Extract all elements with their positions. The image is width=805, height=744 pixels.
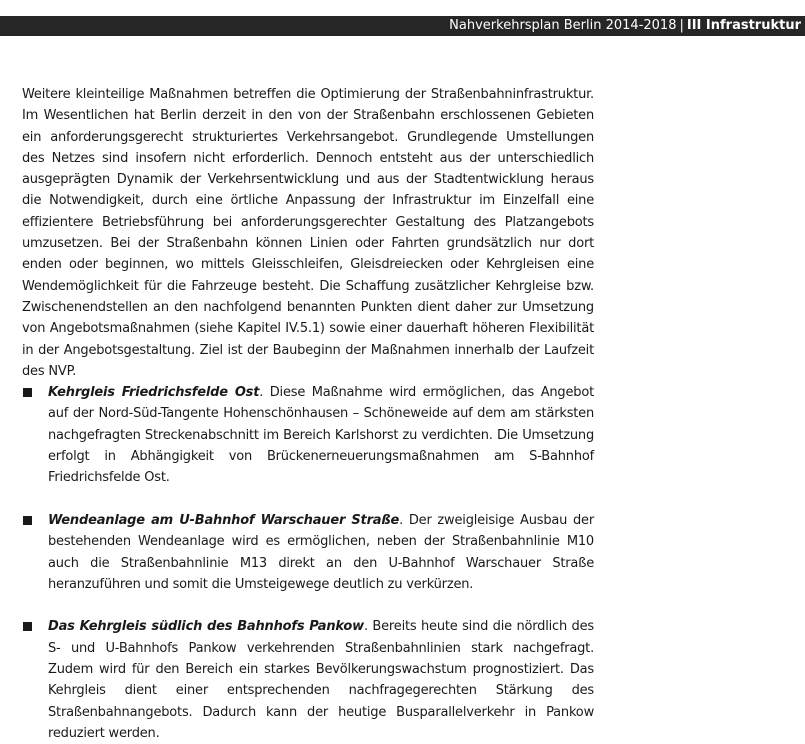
list-item — [22, 616, 594, 744]
measure-term: Kehrgleis Friedrichsfelde Ost — [48, 385, 260, 401]
section-title: III Infrastruktur — [686, 18, 801, 33]
running-header — [0, 16, 805, 36]
header-separator: | — [679, 18, 684, 33]
measure-text: . Der zweigleisige Ausbau der bestehenden Wendeanlage wird es ermöglichen, neben der Straßenbahnlinie M10 auch die Straßenbahnlinie M13 direkt an den U-Bahnhof Warschauer Straße heranzuführen und somit die Umsteigewege deutlich zu verkürzen. — [48, 512, 594, 592]
square-bullet-icon — [23, 388, 32, 397]
square-bullet-icon — [23, 622, 32, 631]
document-title: Nahverkehrsplan Berlin 2014-2018 — [449, 18, 677, 33]
measure-text: . Bereits heute sind die nördlich des S- und U-Bahnhofs Pankow verkehrenden Straßenbahnlinien stark nachgefragt. Zudem wird für den Bereich ein starkes Bevölkerungswachstum prognostiziert. Das Kehrgleis dient einer entsprechenden nachfragegerechten Stärkung des Straßenbahnangebots. Dadurch kann der heutige Busparallelverkehr in Pankow reduziert werden. — [48, 619, 594, 741]
measures-list — [22, 382, 594, 744]
list-item — [22, 510, 594, 595]
square-bullet-icon — [23, 516, 32, 525]
measure-term: Das Kehrgleis südlich des Bahnhofs Pankow — [48, 619, 364, 635]
list-item — [22, 382, 594, 488]
main-content — [22, 84, 594, 744]
measure-text: . Diese Maßnahme wird ermöglichen, das Angebot auf der Nord-Süd-Tangente Hohenschönhausen – Schöneweide auf dem am stärksten nachgefragten Streckenabschnitt im Bereich Karlshorst zu verdichten. Die Umsetzung erfolgt in Abhängigkeit von Brückenerneuerungsmaßnahmen am S-Bahnhof Friedrichsfelde Ost. — [48, 385, 594, 486]
measure-term: Wendeanlage am U-Bahnhof Warschauer Straße — [48, 512, 400, 528]
intro-paragraph: Weitere kleinteilige Maßnahmen betreffen die Optimierung der Straßenbahninfrastruktur. Im Wesentlichen hat Berlin derzeit in den von der Straßenbahn erschlossenen Gebieten ein anforderungsgerecht strukturiertes Verkehrsangebot. Grundlegende Umstellungen des Netzes sind insofern nicht erforderlich. Dennoch entsteht aus der unterschiedlich ausgeprägten Dynamik der Verkehrsentwicklung und aus der Stadtentwicklung heraus die Notwendigkeit, durch eine örtliche Anpassung der Infrastruktur im Einzelfall eine effizientere Betriebsführung bei anforderungsgerechter Gestaltung des Platzangebots umzusetzen. Bei der Straßenbahn können Linien oder Fahrten grundsätzlich nur dort enden oder beginnen, wo mittels Gleisschleifen, Gleisdreiecken oder Kehrgleisen eine Wendemöglichkeit für die Fahrzeuge besteht. Die Schaffung zusätzlicher Kehrgleise bzw. Zwischenendstellen an den nachfolgend benannten Punkten dient daher zur Umsetzung von Angebotsmaßnahmen (siehe Kapitel IV.5.1) sowie einer dauerhaft höheren Flexibilität in der Angebotsgestaltung. Ziel ist der Baubeginn der Maßnahmen innerhalb der Laufzeit des NVP. — [22, 87, 594, 379]
